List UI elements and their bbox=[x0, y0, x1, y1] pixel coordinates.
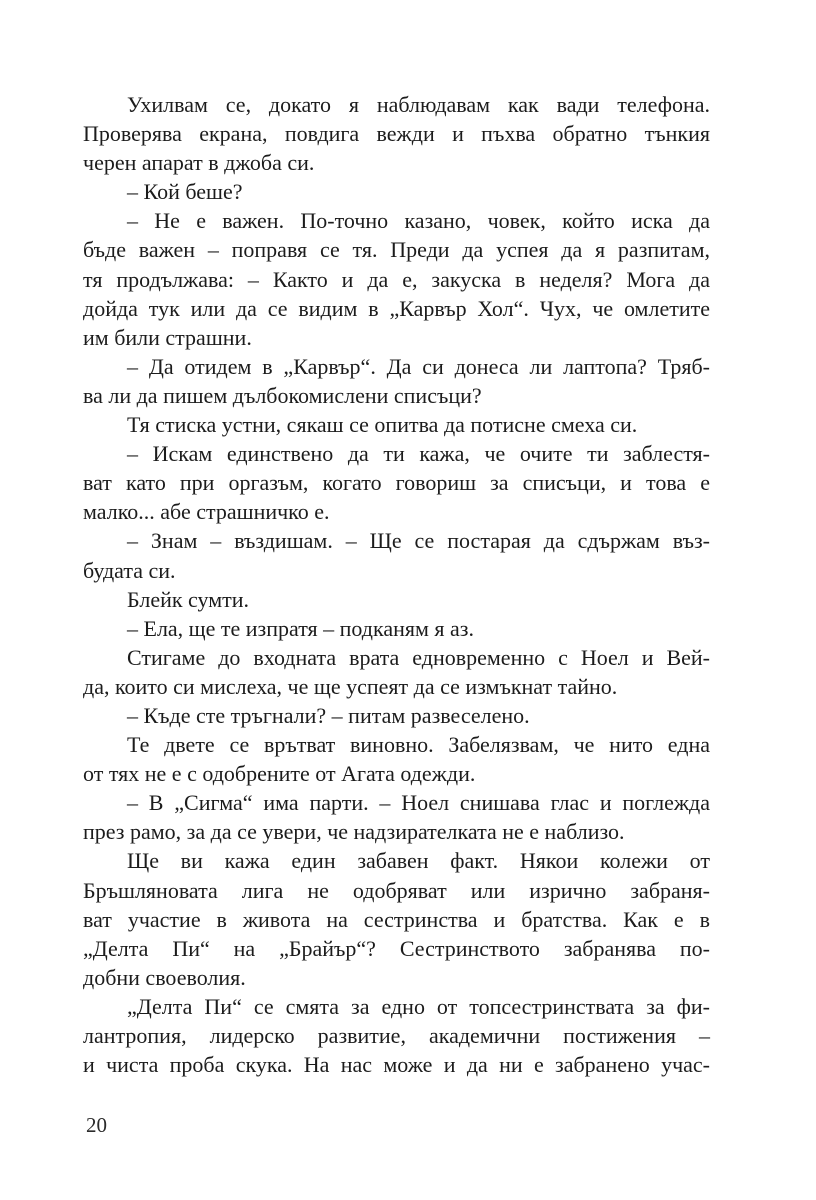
text-line: – Не е важен. По-точно казано, човек, който иска да bbox=[127, 208, 710, 234]
text-line: ват като при оргазъм, когато говориш за списъци, и това е bbox=[83, 470, 710, 496]
text-line: будата си. bbox=[83, 557, 176, 583]
text-line: Проверява екрана, повдига вежди и пъхва обратно тънкия bbox=[83, 121, 710, 147]
text-line: им били страшни. bbox=[83, 324, 252, 350]
text-line: „Делта Пи“ се смята за едно от топсестринствата за фи- bbox=[127, 993, 710, 1019]
text-line: да, които си мислеха, че ще успеят да се измъкнат тайно. bbox=[83, 673, 618, 699]
text-line: Бръшляновата лига не одобряват или изрично забраня- bbox=[83, 877, 710, 903]
text-line: тя продължава: – Както и да е, закуска в неделя? Мога да bbox=[83, 266, 710, 292]
text-line: Ще ви кажа един забавен факт. Някои колежи от bbox=[127, 848, 710, 874]
page-number: 20 bbox=[86, 1113, 107, 1137]
text-line: ва ли да пишем дълбокомислени списъци? bbox=[83, 382, 482, 408]
text-line: Те двете се врътват виновно. Забелязвам, че нито една bbox=[127, 732, 710, 758]
text-line: Стигаме до входната врата едновременно с Ноел и Вей- bbox=[127, 644, 710, 670]
text-line: „Делта Пи“ на „Брайър“? Сестринството забранява по- bbox=[83, 935, 710, 961]
text-line: малко... абе страшничко е. bbox=[83, 499, 330, 525]
text-line: лантропия, лидерско развитие, академични постижения – bbox=[83, 1023, 710, 1048]
text-line: през рамо, за да се увери, че надзирателката не е наблизо. bbox=[83, 819, 625, 845]
text-line: Ухилвам се, докато я наблюдавам как вади телефона. bbox=[127, 92, 710, 117]
text-line: и чиста проба скука. На нас може и да ни е забранено учас- bbox=[83, 1052, 710, 1078]
text-line: Тя стиска устни, сякаш се опитва да потисне смеха си. bbox=[127, 412, 638, 438]
text-line: – Кой беше? bbox=[127, 179, 243, 205]
text-line: черен апарат в джоба си. bbox=[83, 150, 315, 176]
text-line: добни своеволия. bbox=[83, 964, 246, 990]
text-line: от тях не е с одобрените от Агата одежди. bbox=[83, 761, 476, 787]
text-line: – В „Сигма“ има парти. – Ноел снишава глас и поглежда bbox=[127, 790, 710, 816]
text-line: – Къде сте тръгнали? – питам развеселено. bbox=[127, 702, 530, 728]
text-line: – Искам единствено да ти кажа, че очите ти заблестя- bbox=[127, 441, 710, 467]
page-text bbox=[83, 90, 710, 1079]
text-line: ват участие в живота на сестринства и братства. Как е в bbox=[83, 906, 710, 932]
text-line: Блейк сумти. bbox=[127, 586, 250, 612]
text-line: – Знам – въздишам. – Ще се постарая да сдържам въз- bbox=[127, 528, 710, 554]
text-line: – Да отидем в „Карвър“. Да си донеса ли лаптопа? Тряб- bbox=[127, 353, 710, 379]
text-line: – Ела, ще те изпратя – подканям я аз. bbox=[127, 615, 474, 641]
text-line: дойда тук или да се видим в „Карвър Хол“. Чух, че омлетите bbox=[83, 295, 710, 321]
text-line: бъде важен – поправя се тя. Преди да успея да я разпитам, bbox=[83, 237, 710, 263]
